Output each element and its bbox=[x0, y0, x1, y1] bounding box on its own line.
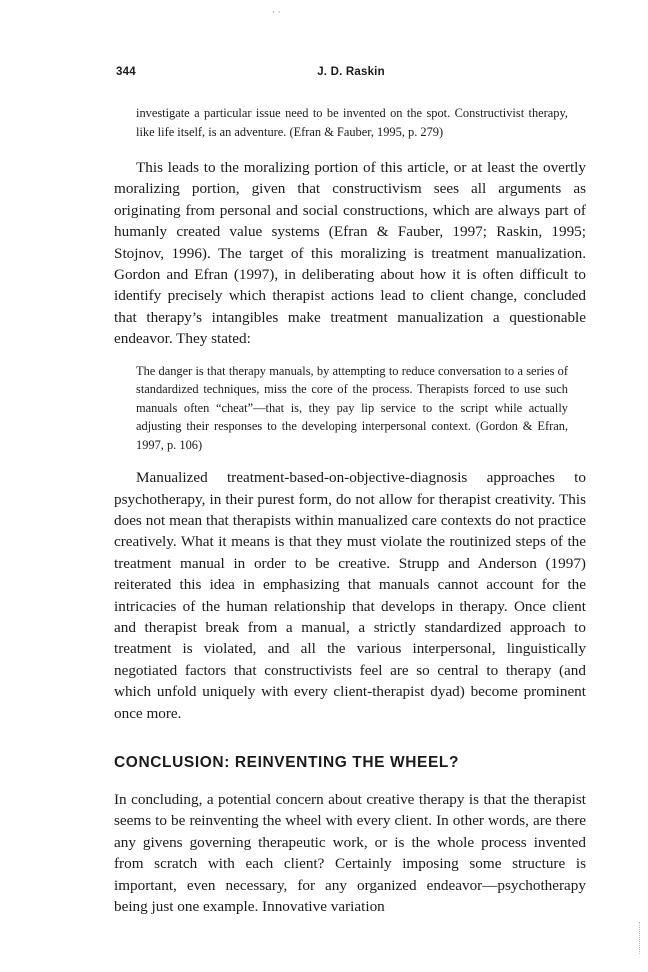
paragraph-manualized-treatment: Manualized treatment-based-on-objective-diagnosis approaches to psychotherapy, in their purest form, do not allow for therapist creativity. This does not mean that therapists within manualized care contexts do not practice creatively. What it means is that they must violate the routinized steps of the treatment manual in order to be creative. Strupp and Anderson (1997) reiterated this idea in emphasizing that manuals cannot account for the intricacies of the human relationship that develops in therapy. Once client and therapist break from a manual, a strictly standardized approach to treatment is violated, and all the various interpersonal, linguistically negotiated factors that constructivists feel are so central to therapy (and which unfold uniquely with every client-therapist dyad) become prominent once more. bbox=[114, 469, 586, 722]
paragraph-moralizing: This leads to the moralizing portion of this article, or at least the overtly moralizing portion, given that constructivism sees all arguments as originating from personal and social constructions, which are always part of humanly created value systems (Efran & Fauber, 1997; Raskin, 1995; Stojnov, 1996). The target of this moralizing is treatment manualization. Gordon and Efran (1997), in deliberating about how it is often difficult to identify precisely which therapist actions lead to client change, concluded that therapy’s intangibles make treatment manualization a questionable endeavor. They stated: bbox=[114, 159, 586, 348]
block-quote-efran-fauber bbox=[136, 104, 568, 141]
running-head-author: J. D. Raskin bbox=[317, 66, 385, 78]
section-heading-conclusion: CONCLUSION: REINVENTING THE WHEEL? bbox=[114, 754, 460, 772]
block-quote-gordon-efran bbox=[136, 362, 568, 455]
block-quote-text: investigate a particular issue need to be invented on the spot. Constructivist therapy, like life itself, is an adventure. (Efran & Fauber, 1995, p. 279) bbox=[136, 106, 568, 139]
article-body bbox=[114, 104, 586, 917]
scan-artifact-mark: · · bbox=[272, 8, 281, 18]
scan-edge-mark bbox=[637, 922, 640, 954]
block-quote-text: The danger is that therapy manuals, by attempting to reduce conversation to a series of standardized techniques, miss the core of the process. Therapists forced to use such manuals often “cheat”—that is, they pay lip service to the script while actually adjusting their responses to the developing interpersonal context. (Gordon & Efran, 1997, p. 106) bbox=[136, 363, 568, 452]
page-header bbox=[116, 66, 586, 84]
page-number: 344 bbox=[116, 66, 136, 78]
paragraph-concluding: In concluding, a potential concern about creative therapy is that the therapist seems to be reinventing the wheel with every client. In other words, are there any givens governing therapeutic work, or is the whole process invented from scratch with each client? Certainly imposing some structure is important, even necessary, for any organized endeavor—psychotherapy being just one example. Innovative variation bbox=[114, 791, 586, 916]
